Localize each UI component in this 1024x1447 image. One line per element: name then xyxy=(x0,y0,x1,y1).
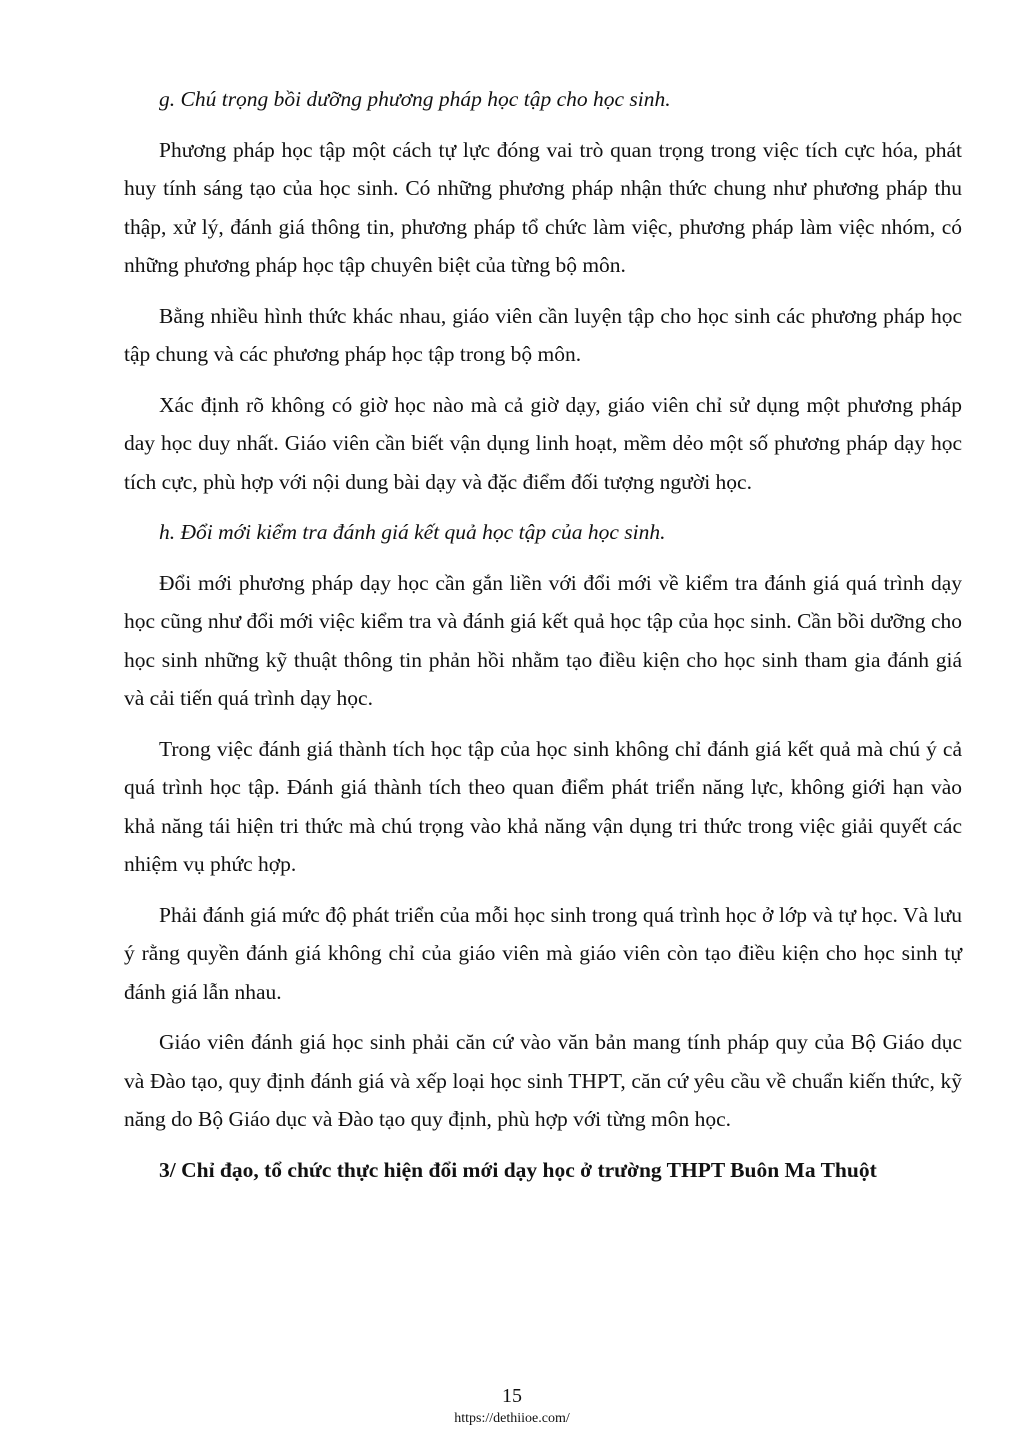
paragraph: Đổi mới phương pháp dạy học cần gắn liền với đổi mới về kiểm tra đánh giá quá trình dạy học cũng như đổi mới việc kiểm tra và đánh giá kết quả học tập của học sinh. Cần bồi dưỡng cho học sinh những kỹ thuật thông tin phản hồi nhằm tạo điều kiện cho học sinh tham gia đánh giá và cải tiến quá trình dạy học. xyxy=(124,570,962,710)
paragraph: Trong việc đánh giá thành tích học tập của học sinh không chỉ đánh giá kết quả mà chú ý cả quá trình học tập. Đánh giá thành tích theo quan điểm phát triển năng lực, không giới hạn vào khả năng tái hiện tri thức mà chú trọng vào khả năng vận dụng tri thức trong việc giải quyết các nhiệm vụ phức hợp. xyxy=(124,736,962,876)
paragraph: Phương pháp học tập một cách tự lực đóng vai trò quan trọng trong việc tích cực hóa, phát huy tính sáng tạo của học sinh. Có những phương pháp nhận thức chung như phương pháp thu thập, xử lý, đánh giá thông tin, phương pháp tổ chức làm việc, phương pháp làm việc nhóm, có những phương pháp học tập chuyên biệt của từng bộ môn. xyxy=(124,137,962,277)
paragraph: Xác định rõ không có giờ học nào mà cả giờ dạy, giáo viên chỉ sử dụng một phương pháp day học duy nhất. Giáo viên cần biết vận dụng linh hoạt, mềm dẻo một số phương pháp dạy học tích cực, phù hợp với nội dung bài dạy và đặc điểm đối tượng người học. xyxy=(124,392,962,494)
section-heading-g: g. Chú trọng bồi dưỡng phương pháp học tập cho học sinh. xyxy=(159,87,671,111)
paragraph: Bằng nhiều hình thức khác nhau, giáo viên cần luyện tập cho học sinh các phương pháp học tập chung và các phương pháp học tập trong bộ môn. xyxy=(124,303,962,366)
document-page xyxy=(124,80,962,1201)
page-number: 15 xyxy=(502,1385,522,1407)
paragraph: Phải đánh giá mức độ phát triển của mỗi học sinh trong quá trình học ở lớp và tự học. Và lưu ý rằng quyền đánh giá không chỉ của giáo viên mà giáo viên còn tạo điều kiện cho học sinh tự đánh giá lẫn nhau. xyxy=(124,902,962,1004)
footer-url: https://dethiioe.com/ xyxy=(454,1411,570,1426)
section-heading-h: h. Đổi mới kiểm tra đánh giá kết quả học tập của học sinh. xyxy=(159,520,666,544)
paragraph: Giáo viên đánh giá học sinh phải căn cứ vào văn bản mang tính pháp quy của Bộ Giáo dục và Đào tạo, quy định đánh giá và xếp loại học sinh THPT, căn cứ yêu cầu về chuẩn kiến thức, kỹ năng do Bộ Giáo dục và Đào tạo quy định, phù hợp với từng môn học. xyxy=(124,1030,962,1131)
section-heading-3: 3/ Chỉ đạo, tổ chức thực hiện đổi mới dạy học ở trường THPT Buôn Ma Thuột xyxy=(159,1157,877,1182)
